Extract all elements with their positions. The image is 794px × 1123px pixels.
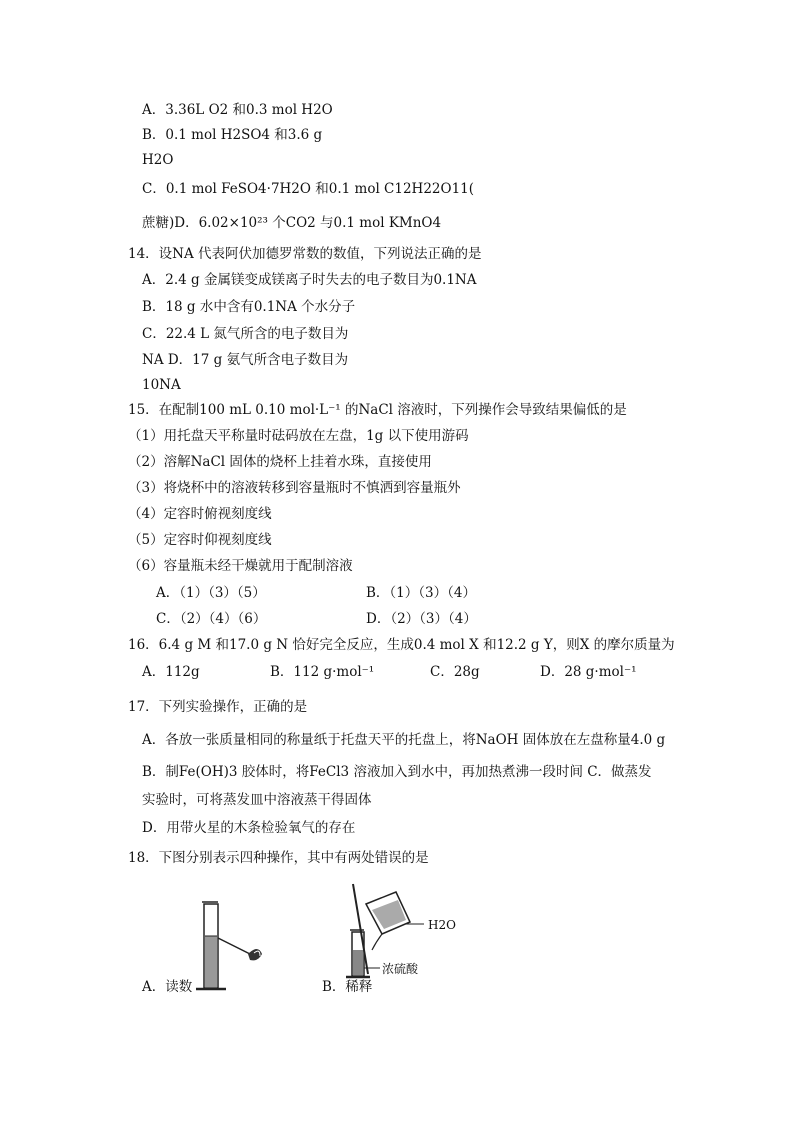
q13-option-c: C．0.1 mol FeSO4·7H2O 和0.1 mol C12H22O11( — [142, 181, 475, 197]
figure-a-label: A．读数 — [142, 979, 193, 995]
q17-stem: 17．下列实验操作，正确的是 — [128, 699, 308, 715]
graduated-cylinder-figure — [188, 898, 278, 996]
q16-stem: 16．6.4 g M 和17.0 g N 恰好完全反应，生成0.4 mol X 和12.2 g Y，则X 的摩尔质量为 — [128, 637, 675, 653]
q15-item-3: （3）将烧杯中的溶液转移到容量瓶时不慎洒到容量瓶外 — [128, 480, 461, 496]
q15-option-c: C．（2）（4）（6） — [156, 611, 267, 627]
q17-option-c-cont: 实验时，可将蒸发皿中溶液蒸干得固体 — [142, 792, 372, 808]
q16-option-b: B．112 g·mol⁻¹ — [270, 664, 375, 680]
q15-item-6: （6）容量瓶未经干燥就用于配制溶液 — [128, 558, 353, 574]
q15-item-2: （2）溶解NaCl 固体的烧杯上挂着水珠，直接使用 — [128, 454, 432, 470]
figure-b-label: B．稀释 — [322, 979, 373, 995]
q14-option-b: B．18 g 水中含有0.1NA 个水分子 — [142, 299, 356, 315]
concentrated-acid-label: 浓硫酸 — [382, 962, 419, 976]
q13-option-d: 蔗糖)D．6.02×10²³ 个CO2 与0.1 mol KMnO4 — [142, 215, 442, 231]
q18-stem: 18．下图分别表示四种操作，其中有两处错误的是 — [128, 850, 429, 866]
q14-stem: 14．设NA 代表阿伏加德罗常数的数值，下列说法正确的是 — [128, 246, 482, 262]
q15-option-b: B．（1）（3）（4） — [366, 585, 476, 601]
q17-option-a: A．各放一张质量相同的称量纸于托盘天平的托盘上，将NaOH 固体放在左盘称量4.0 g — [142, 732, 666, 748]
q13-option-a: A．3.36L O2 和0.3 mol H2O — [142, 102, 333, 118]
q15-item-4: （4）定容时俯视刻度线 — [128, 506, 272, 522]
q14-option-d: NA D．17 g 氨气所含电子数目为 — [142, 352, 349, 368]
q17-option-b: B．制Fe(OH)3 胶体时，将FeCl3 溶液加入到水中，再加热煮沸一段时间 C．做蒸发 — [142, 764, 652, 780]
q15-item-1: （1）用托盘天平称量时砝码放在左盘，1g 以下使用游码 — [128, 428, 469, 444]
q14-option-d-cont: 10NA — [142, 377, 181, 393]
q15-item-5: （5）定容时仰视刻度线 — [128, 532, 272, 548]
q15-option-a: A．（1）（3）（5） — [156, 585, 266, 601]
q16-option-a: A．112g — [142, 664, 200, 680]
q13-option-b-cont: H2O — [142, 152, 174, 168]
q14-option-a: A．2.4 g 金属镁变成镁离子时失去的电子数目为0.1NA — [142, 272, 477, 288]
q14-option-c: C．22.4 L 氮气所含的电子数目为 — [142, 326, 349, 342]
q16-option-d: D．28 g·mol⁻¹ — [540, 664, 637, 680]
q16-option-c: C．28g — [430, 664, 480, 680]
q15-stem: 15．在配制100 mL 0.10 mol·L⁻¹ 的NaCl 溶液时，下列操作会导致结果偏低的是 — [128, 402, 627, 418]
q17-option-d: D．用带火星的木条检验氧气的存在 — [142, 820, 356, 836]
q13-option-b: B．0.1 mol H2SO4 和3.6 g — [142, 127, 323, 143]
q15-option-d: D．（2）（3）（4） — [366, 611, 477, 627]
water-label: H2O — [428, 918, 456, 932]
